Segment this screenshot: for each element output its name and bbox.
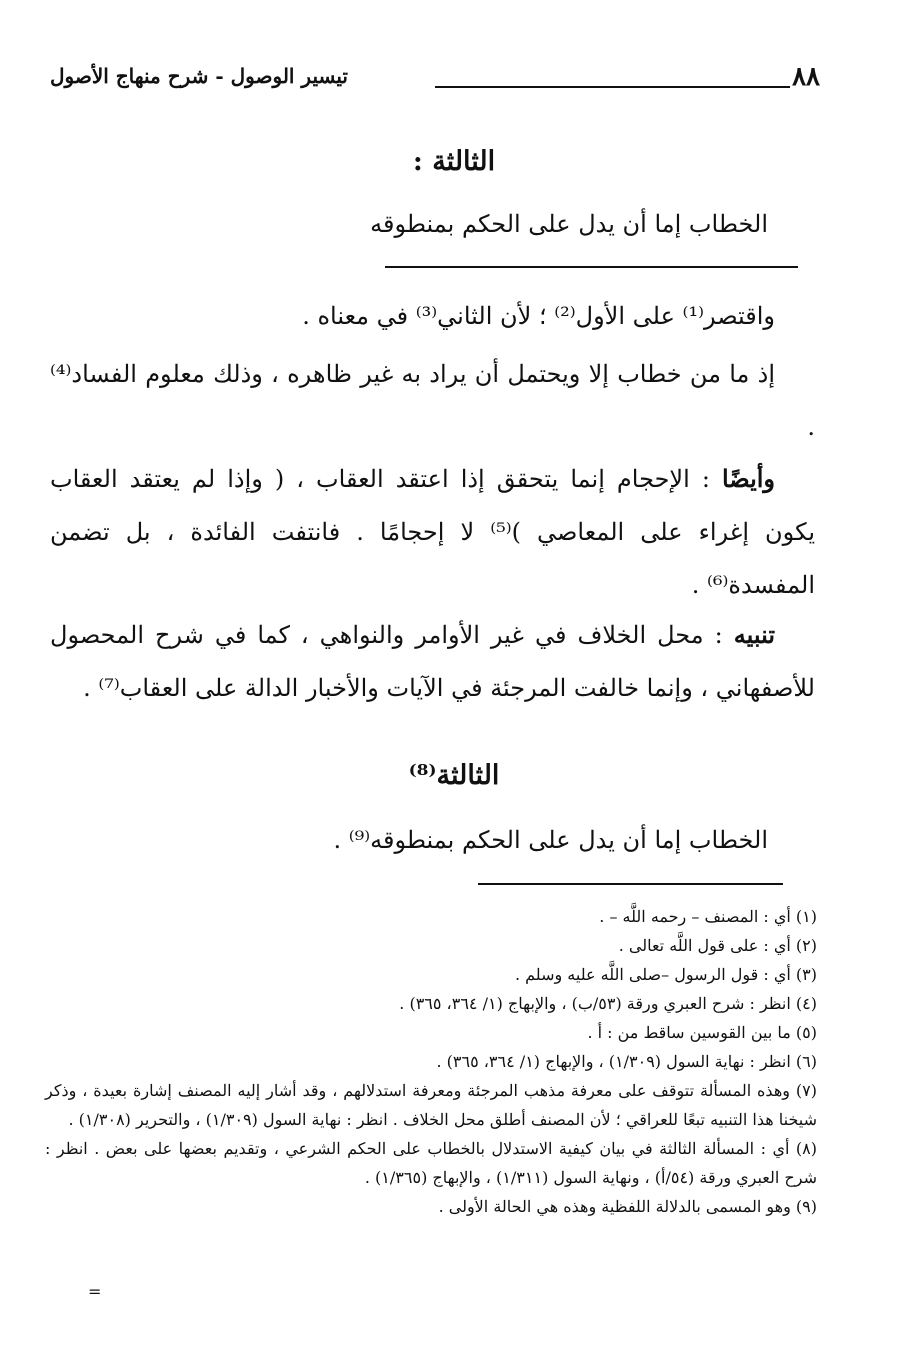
matn-quote-2: الخطاب إما أن يدل على الحكم بمنطوقه⁽⁹⁾ . [333, 826, 768, 854]
header-rule [435, 86, 790, 88]
footnote: (٣) أي : قول الرسول –صلى اللَّه عليه وسلم . [514, 965, 817, 984]
footnote: (١) أي : المصنف – رحمه اللَّه – . [599, 907, 817, 926]
running-title: تيسير الوصول - شرح منهاج الأصول [50, 64, 348, 88]
page-header [50, 62, 820, 102]
footnote: (٩) وهو المسمى بالدلالة اللفظية وهذه هي الحالة الأولى . [438, 1197, 817, 1216]
paragraph-1: واقتصر⁽¹⁾ على الأول⁽²⁾ ؛ لأن الثاني⁽³⁾ في معناه . [302, 302, 775, 330]
paragraph-4 [50, 608, 815, 715]
section-heading-2: الثالثة⁽⁸⁾ [408, 760, 500, 791]
footnote: (٥) ما بين القوسين ساقط من : أ . [587, 1023, 817, 1042]
footnote: (٦) انظر : نهاية السول (١/٣٠٩) ، والإبهاج (١/ ٣٦٤، ٣٦٥) . [436, 1052, 817, 1071]
footnote: (٨) أي : المسألة الثالثة في بيان كيفية الاستدلال بالخطاب على الحكم الشرعي ، وتقديم بعضها على بعض . انظر : شرح العبري ورقة (٥٤/أ) ، ونهاية السول (١/٣١١) ، والإبهاج (١/٣٦٥) . [45, 1139, 818, 1187]
paragraph-3-body: : الإحجام إنما يتحقق إذا اعتقد العقاب ، ( وإذا لم يعتقد العقاب يكون إغراء على المعاصي )⁽⁵⁾ لا إحجامًا . فانتفت الفائدة ، بل تضمن المفسدة⁽⁶⁾ . [50, 465, 816, 599]
matn-quote-1: الخطاب إما أن يدل على الحكم بمنطوقه [370, 210, 768, 238]
page-number: ٨٨ [792, 62, 820, 92]
paragraph-3-lead: وأيضًا [721, 464, 775, 493]
footnotes [45, 902, 817, 1221]
footnote: (٧) وهذه المسألة تتوقف على معرفة مذهب المرجئة ومعرفة استدلالهم ، وقد أشار إليه المصنف إشارة بعيدة ، وذكر شيخنا هذا التنبيه تبعًا للعراقي ؛ لأن المصنف أطلق محل الخلاف . انظر : نهاية السول (١/٣٠٩) ، والتحرير (١/٣٠٨) . [45, 1081, 817, 1129]
footnote: (٢) أي : على قول اللَّه تعالى . [618, 936, 817, 955]
continuation-mark: = [88, 1282, 102, 1301]
paragraph-4-lead: تنبيه [733, 620, 775, 649]
footnote: (٤) انظر : شرح العبري ورقة (٥٣/ب) ، والإبهاج (١/ ٣٦٤، ٣٦٥) . [399, 994, 817, 1013]
section-heading-1: الثالثة : [412, 146, 496, 177]
matn-rule-1 [385, 266, 798, 268]
paragraph-4-body: : محل الخلاف في غير الأوامر والنواهي ، كما في شرح المحصول للأصفهاني ، وإنما خالفت المرجئة في الآيات والأخبار الدالة على العقاب⁽⁷⁾ . [50, 621, 815, 702]
paragraph-2: إذ ما من خطاب إلا ويحتمل أن يراد به غير ظاهره ، وذلك معلوم الفساد⁽⁴⁾ . [50, 360, 815, 441]
footnote-rule [478, 883, 783, 885]
paragraph-3 [50, 452, 815, 612]
